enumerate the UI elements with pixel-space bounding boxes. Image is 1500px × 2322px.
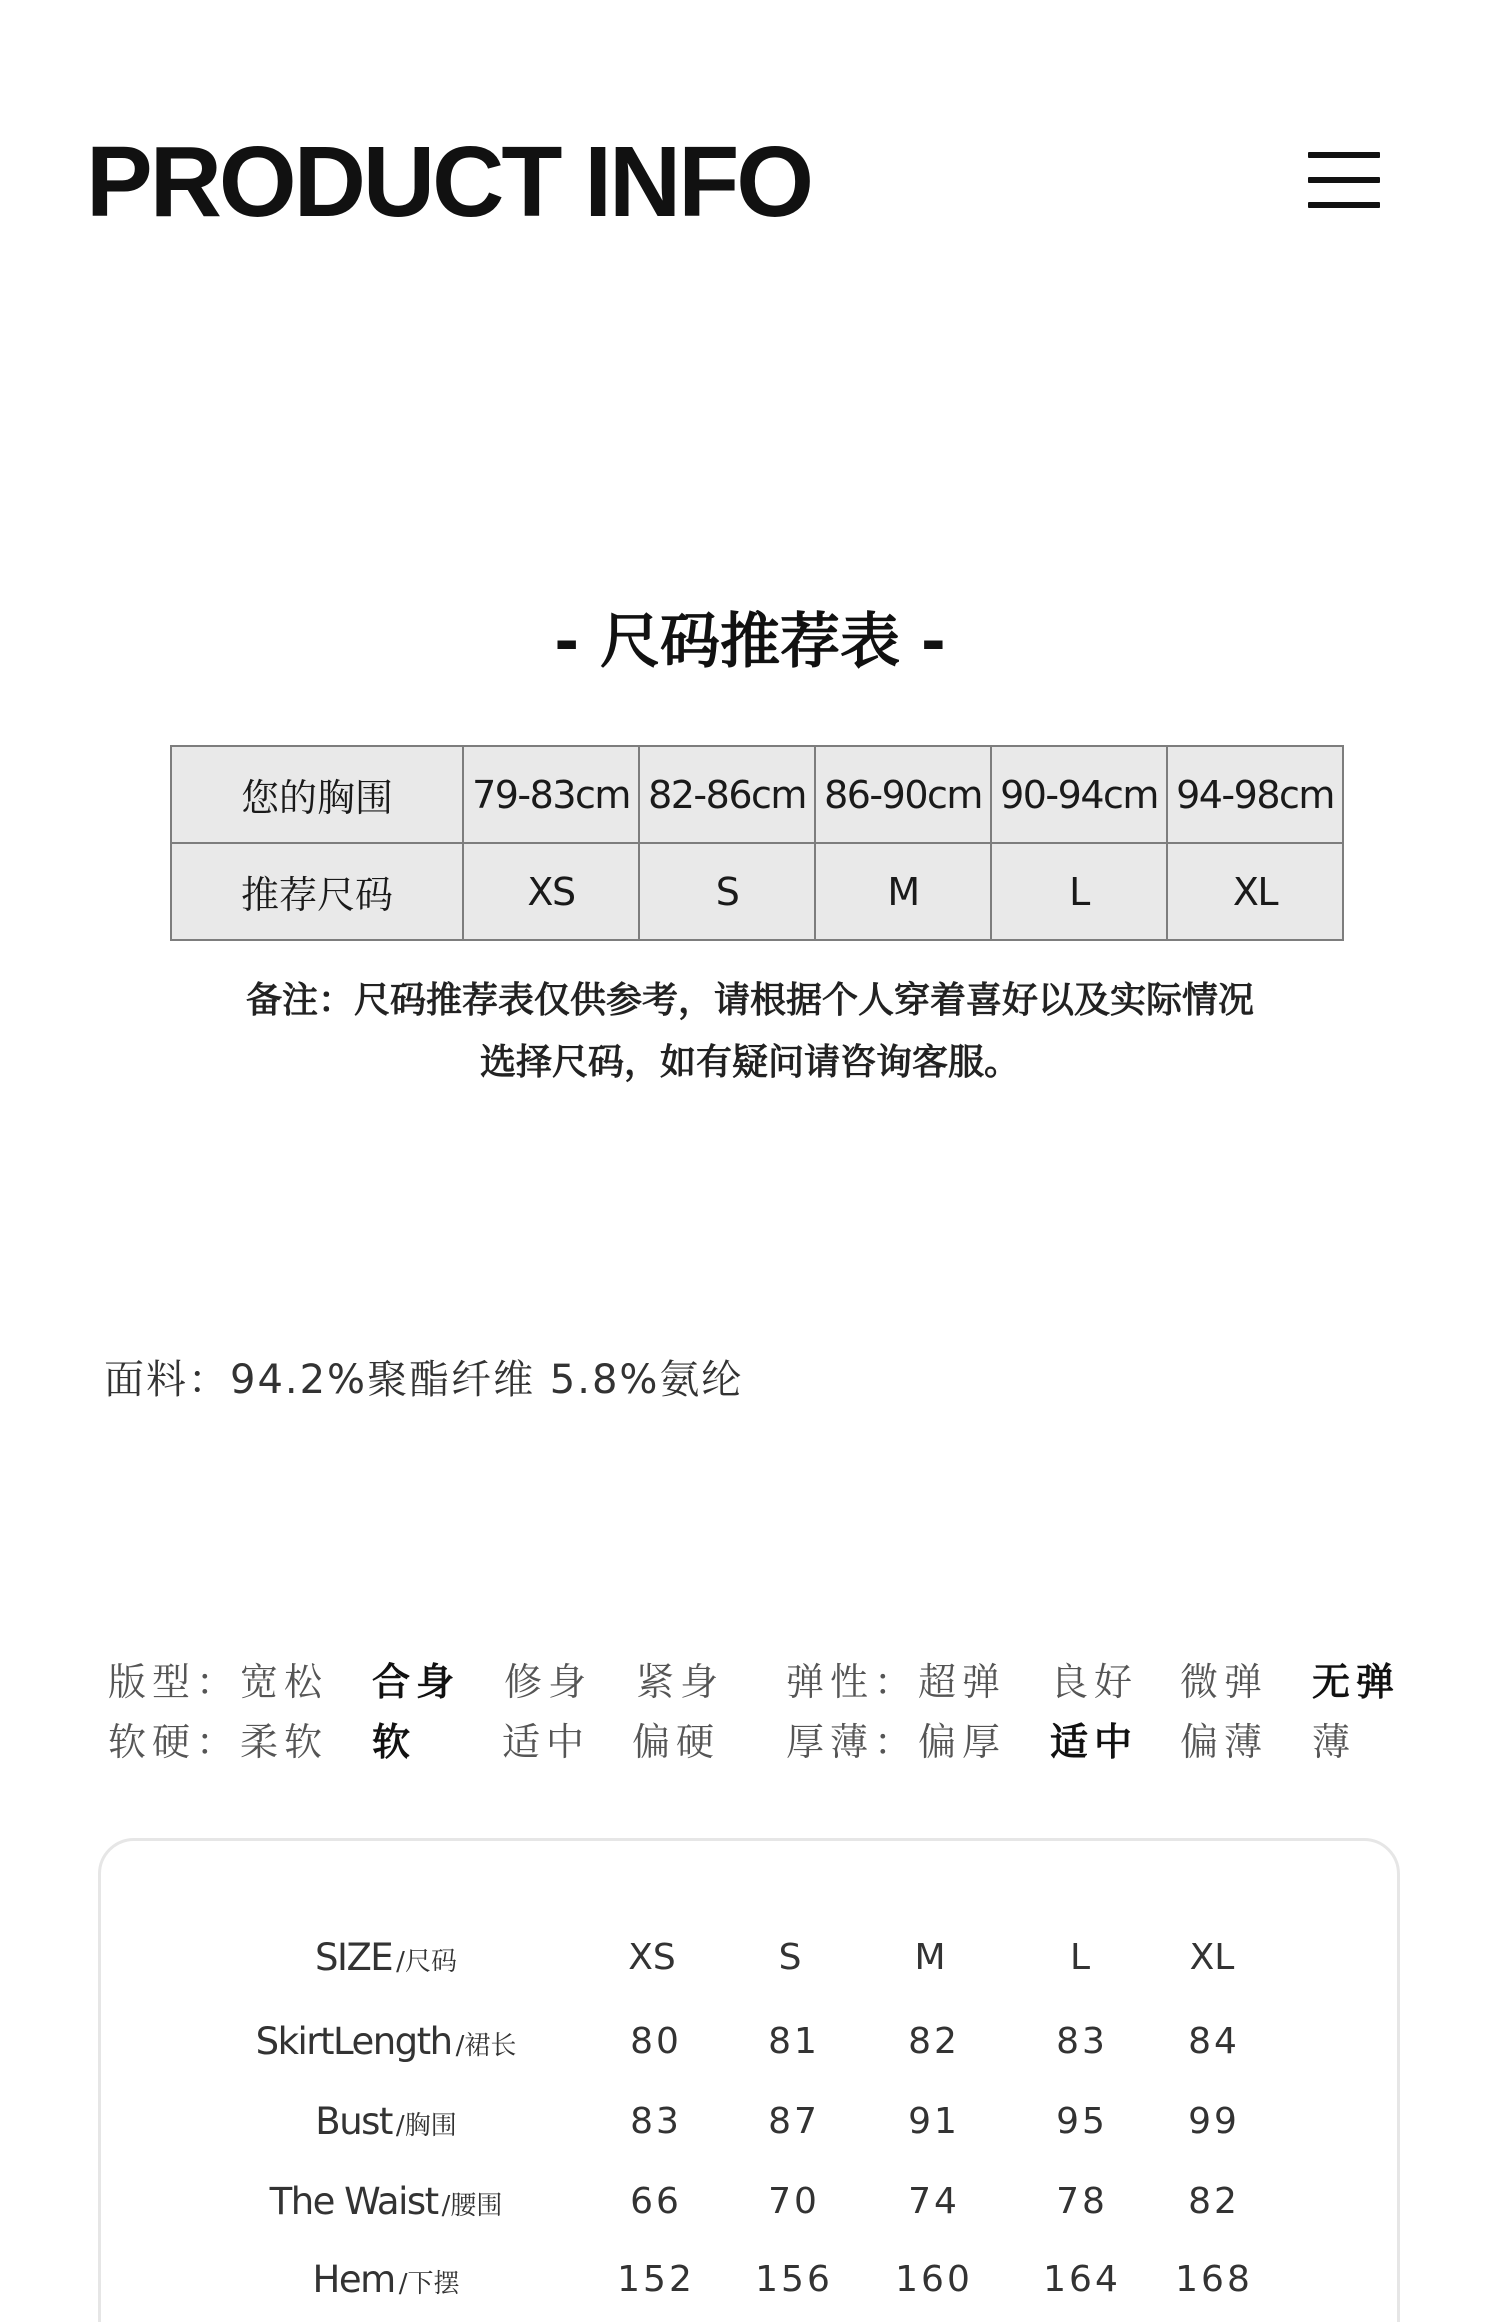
measure-value: 83 — [630, 2101, 682, 2142]
fit-option-selected: 合身 — [372, 1660, 461, 1704]
size-column-header: M — [914, 1937, 946, 1978]
measure-label-en: Bust — [315, 2100, 392, 2143]
table-cell: L — [991, 843, 1167, 940]
size-note-line-2: 选择尺码，如有疑问请咨询客服。 — [479, 1042, 1020, 1083]
measure-value: 99 — [1188, 2101, 1240, 2142]
table-row — [0, 2172, 1500, 2232]
measure-value: 78 — [1056, 2181, 1108, 2222]
measure-value: 84 — [1188, 2021, 1240, 2062]
size-chart-header-row — [0, 1928, 1500, 1988]
measure-label-cn: /胸围 — [395, 2111, 457, 2141]
thickness-option: 薄 — [1312, 1720, 1357, 1764]
measure-label — [315, 2092, 456, 2156]
page-title: PRODUCT INFO — [86, 126, 812, 238]
softness-option-selected: 软 — [372, 1720, 417, 1764]
size-label-cn: /尺码 — [396, 1947, 457, 1977]
elasticity-option-selected: 无弹 — [1312, 1660, 1401, 1704]
softness-label: 软硬： — [108, 1720, 241, 1764]
measure-value: 74 — [908, 2181, 960, 2222]
table-cell: XS — [463, 843, 639, 940]
measure-value: 80 — [630, 2021, 682, 2062]
measure-label-cn: /裙长 — [455, 2031, 517, 2061]
size-recommendation-title: - 尺码推荐表 - — [554, 607, 946, 677]
softness-option: 柔软 — [240, 1720, 329, 1764]
size-column-header: XS — [628, 1937, 676, 1978]
measure-value: 87 — [768, 2101, 820, 2142]
table-row — [171, 746, 1343, 843]
size-note-line-1: 备注：尺码推荐表仅供参考，请根据个人穿着喜好以及实际情况 — [245, 980, 1254, 1021]
softness-option: 偏硬 — [632, 1720, 721, 1764]
table-cell: XL — [1167, 843, 1343, 940]
softness-option: 适中 — [502, 1720, 591, 1764]
table-row — [0, 2012, 1500, 2072]
hamburger-menu-icon[interactable] — [1308, 152, 1380, 208]
fit-option: 修身 — [504, 1660, 593, 1704]
measure-value: 82 — [908, 2021, 960, 2062]
measure-value: 160 — [895, 2259, 973, 2300]
attribute-row — [0, 1652, 1500, 1712]
table-cell: 82-86cm — [639, 746, 815, 843]
table-cell: 94-98cm — [1167, 746, 1343, 843]
elasticity-option: 超弹 — [918, 1660, 1007, 1704]
measure-label-en: The Waist — [269, 2180, 438, 2223]
table-row — [0, 2092, 1500, 2152]
measure-value: 152 — [617, 2259, 695, 2300]
measure-value: 66 — [630, 2181, 682, 2222]
table-cell: M — [815, 843, 991, 940]
measure-value: 82 — [1188, 2181, 1240, 2222]
elasticity-option: 微弹 — [1180, 1660, 1269, 1704]
measure-value: 70 — [768, 2181, 820, 2222]
table-cell: 79-83cm — [463, 746, 639, 843]
measure-value: 91 — [908, 2101, 960, 2142]
fit-option: 宽松 — [240, 1660, 329, 1704]
table-row — [171, 843, 1343, 940]
attribute-row — [0, 1712, 1500, 1772]
measure-value: 83 — [1056, 2021, 1108, 2062]
measure-label-cn: /下摆 — [398, 2269, 460, 2299]
size-recommendation-table — [170, 745, 1344, 941]
measure-value: 156 — [755, 2259, 833, 2300]
size-chart-header-label — [315, 1928, 457, 1992]
menu-bar — [1308, 152, 1380, 158]
measure-label — [256, 2012, 517, 2076]
measure-label-cn: /腰围 — [441, 2191, 503, 2221]
fabric-composition: 面料：94.2%聚酯纤维 5.8%氨纶 — [104, 1357, 744, 1403]
size-column-header: L — [1069, 1937, 1091, 1978]
elasticity-option: 良好 — [1050, 1660, 1139, 1704]
size-column-header: S — [778, 1937, 802, 1978]
table-cell: 86-90cm — [815, 746, 991, 843]
fit-option: 紧身 — [636, 1660, 725, 1704]
measure-value: 168 — [1175, 2259, 1253, 2300]
measure-value: 81 — [768, 2021, 820, 2062]
row-label-bust: 您的胸围 — [171, 746, 463, 843]
thickness-option: 偏厚 — [918, 1720, 1007, 1764]
thickness-label: 厚薄： — [786, 1720, 919, 1764]
menu-bar — [1308, 202, 1380, 208]
table-cell: 90-94cm — [991, 746, 1167, 843]
measure-value: 95 — [1056, 2101, 1108, 2142]
table-row — [0, 2250, 1500, 2310]
size-label-en: SIZE — [315, 1936, 393, 1979]
thickness-option: 偏薄 — [1180, 1720, 1269, 1764]
measure-label — [270, 2172, 503, 2236]
measure-label — [313, 2250, 460, 2314]
measure-label-en: SkirtLength — [255, 2020, 452, 2063]
row-label-size: 推荐尺码 — [171, 843, 463, 940]
menu-bar — [1308, 177, 1380, 183]
elasticity-label: 弹性： — [786, 1660, 919, 1704]
measure-label-en: Hem — [312, 2258, 395, 2301]
thickness-option-selected: 适中 — [1050, 1720, 1139, 1764]
fit-label: 版型： — [108, 1660, 241, 1704]
measure-value: 164 — [1043, 2259, 1121, 2300]
table-cell: S — [639, 843, 815, 940]
size-column-header: XL — [1189, 1937, 1235, 1978]
